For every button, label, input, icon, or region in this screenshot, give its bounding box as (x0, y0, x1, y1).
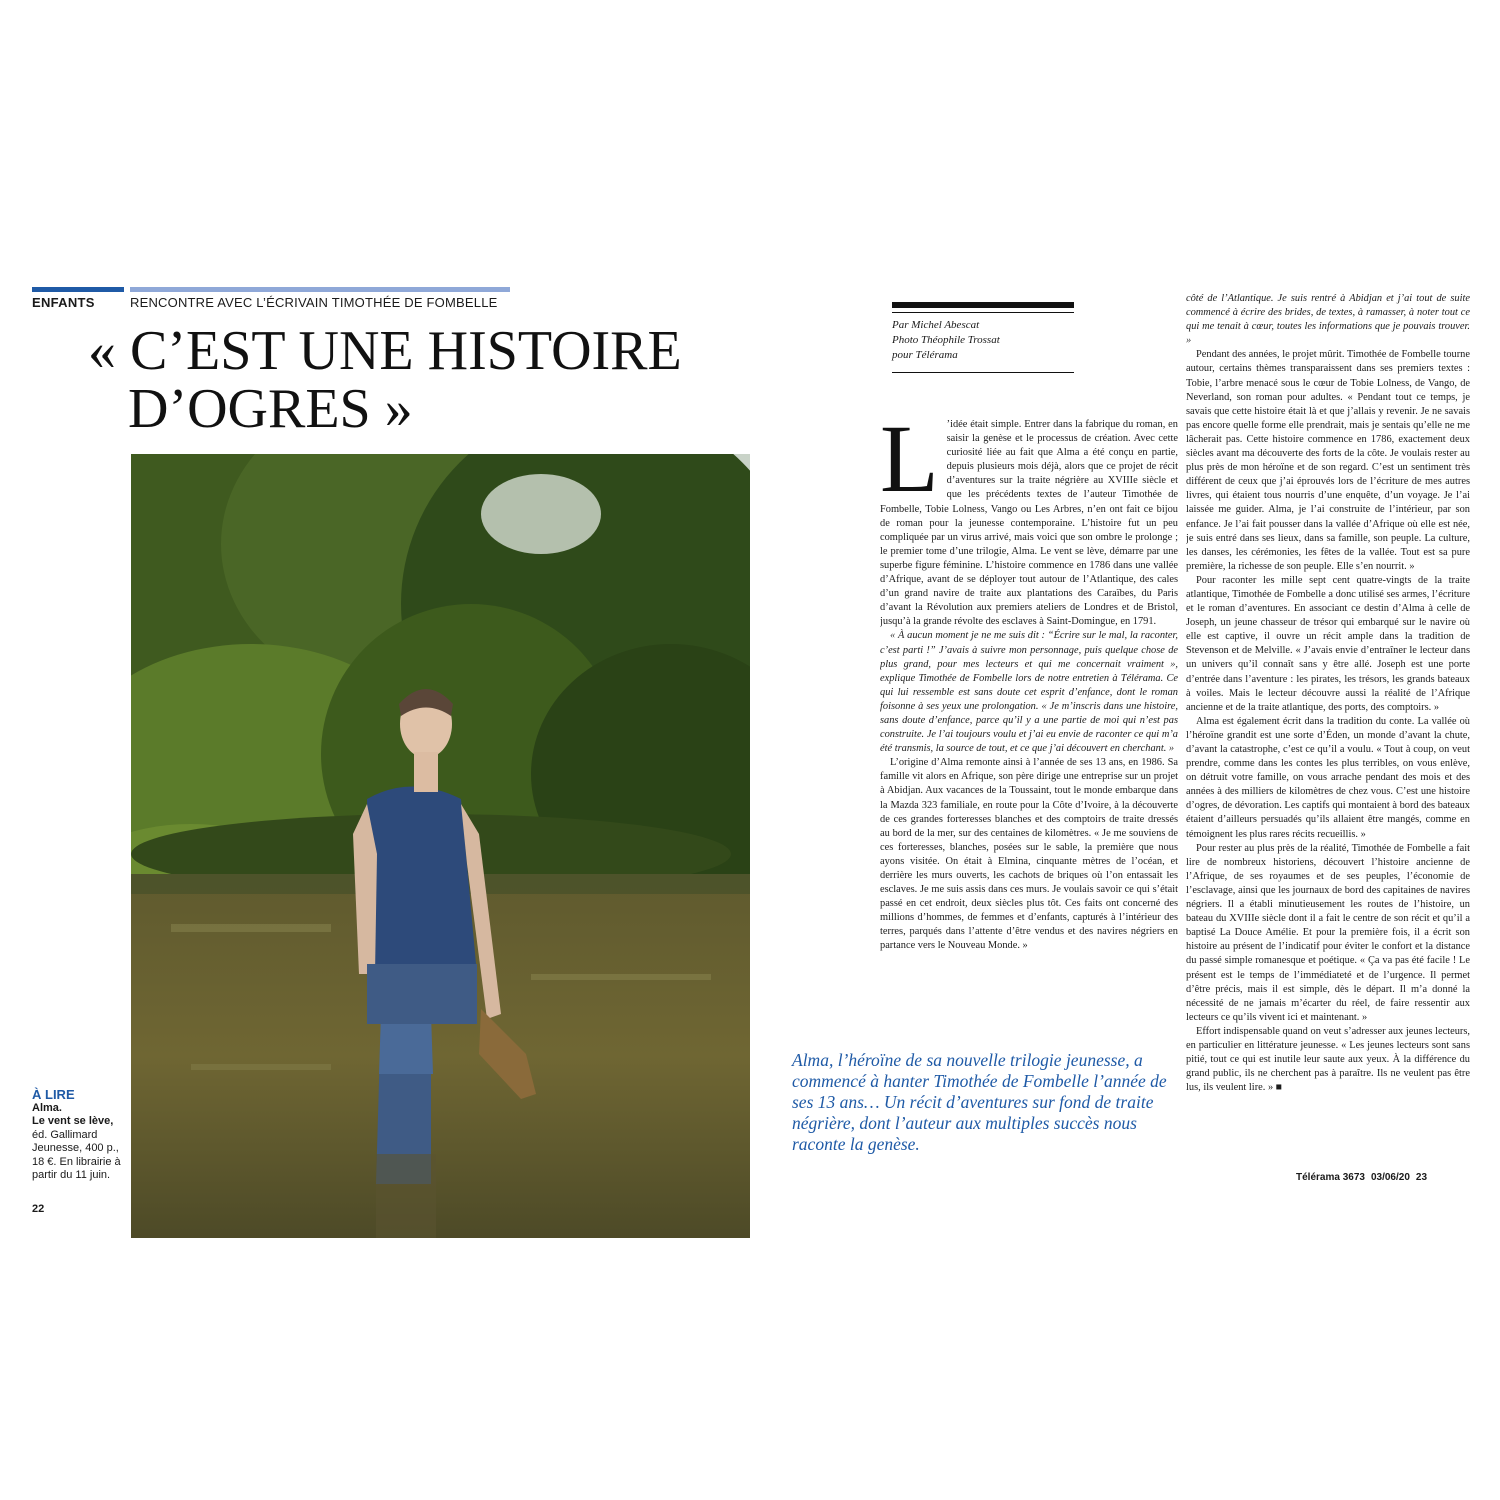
book-title-1: Alma. (32, 1101, 62, 1114)
byline (892, 318, 1074, 363)
paragraph: Pour rester au plus près de la réalité, Timothée de Fombelle a fait lire de nombreux historiens, découvert l’histoire ancienne de l’Afrique, de ses royaumes et de ses peuples, l’économie de l’esclavage, ainsi que les journaux de bord des capitaines de navires négriers. Il a établi minutieusement les routes de l’histoire, un bateau du XVIIIe siècle dont il a fait le centre de son récit et qu’il a baptisé La Douce Amélie. Et pour la première fois, il a écrit son histoire au présent de l’indicatif pour éviter le confort et la distance du passé simple romanesque et poétique. « Ça va pas été facile ! Le présent est le temps de l’immédiateté et de l’urgence. Il permet d’être précis, mais il est simple, dès le départ. Il m’a donné la nécessité de ne jamais m’écarter du réel, de faire ressentir aux lecteurs ce qu’ils vivent ici et maintenant. » (1186, 842, 1470, 1023)
book-title-2: Le vent se lève, (32, 1115, 114, 1127)
paragraph: Pour raconter les mille sept cent quatre-vingts de la traite atlantique, Timothée de Fombelle a donc utilisé ses armes, l’écriture et le roman d’aventures. En associant ce destin d’Alma à celle de Joseph, un jeune chasseur de trésor qui embarqué sur le navire où elle est captive, il ouvre un récit ample dans la tradition de Stevenson et de Melville. « J’avais envie d’entraîner le lecteur dans un univers qu’il connaît sans y être allé. Joseph est une porte d’entrée dans l’aventure : les pirates, les trésors, les grands bateaux à voiles. Mais le lecteur découvre aussi la réalité de l’Afrique ancienne et de la traite atlantique, des ports, des comptoirs. » (1186, 574, 1470, 713)
headline (88, 322, 728, 438)
kicker-bar (130, 287, 510, 292)
article-column-2 (1186, 292, 1470, 1166)
byline-for: pour Télérama (892, 349, 958, 361)
byline-rule-bottom (892, 372, 1074, 373)
article-column-1 (880, 418, 1178, 1048)
page-number-left: 22 (32, 1203, 45, 1215)
byline-author: Par Michel Abescat (892, 319, 980, 331)
byline-photo: Photo Théophile Trossat (892, 334, 1000, 346)
headline-line-1: « C’EST UNE HISTOIRE (88, 320, 682, 382)
reading-sidebar (32, 1088, 124, 1183)
paragraph: « À aucun moment je ne me suis dit : “Écrire sur le mal, la raconter, c’est parti !” J’avais à suivre mon personnage, puis quelque chose de plus grand, pour mes lecteurs et qui me concernait vraiment », explique Timothée de Fombelle lors de notre entretien à Télérama. Ce qui lui ressemble est sans doute cet esprit d’enfance, dont le roman foisonne à ses yeux une prolongation. « Je m’inscris dans une histoire, sans doute d’enfance, parce qu’il y a une partie de moi qui n’est pas construite. Je l’ai toujours voulu et j’ai eu envie de raconter ce qui m’a été transmis, la source de tout, et ce que j’ai découvert en cherchant. » (880, 630, 1178, 755)
book-details: éd. Gallimard Jeunesse, 400 p., 18 €. En librairie à partir du 11 juin. (32, 1128, 121, 1181)
paragraph: ’idée était simple. Entrer dans la fabrique du roman, en saisir la genèse et le processus de création. Avec cette curiosité liée au fait que Alma a été conçu en partie, depuis plusieurs mois déjà, alors que ce projet de récit d’aventures sur la traite négrière au XVIIIe siècle et que les précédents textes de l’auteur Timothée de Fombelle, Tobie Lolness, Vango ou Les Arbres, n’en ont fait ce bijou de roman pour la jeunesse contemporaine. L’histoire fut un peu compliquée par un virus arrivé, mais voici que son ombre le prolonge ; le premier tome d’une trilogie, Alma. Le vent se lève, démarre par une superbe figure féminine. L’histoire commence en 1786 dans une vallée d’Afrique, avant de se déployer tout autour de l’Atlantique, des cales d’un grand navire de traite aux plantations des Caraïbes, du Paris d’avant la Révolution aux premiers ateliers de Londres et de Bristol, jusqu’à la grande révolte des esclaves à Saint-Domingue, en 1791. (880, 419, 1178, 628)
section-rubric: ENFANTS (32, 295, 95, 310)
rubric-bar (32, 287, 124, 292)
headline-line-2: D’OGRES » (128, 378, 413, 440)
byline-rule (892, 312, 1074, 313)
standfirst: Alma, l’héroïne de sa nouvelle trilogie jeunesse, a commencé à hanter Timothée de Fombelle l’année de ses 13 ans… Un récit d’aventures sur fond de traite négrière, dont l’auteur aux multiples succès nous raconte la genèse. (792, 1050, 1167, 1154)
paragraph: L’origine d’Alma remonte ainsi à l’année de ses 13 ans, en 1986. Sa famille vit alors en Afrique, son père dirige une entreprise sur un projet à Abidjan. Aux vacances de la Toussaint, tout le monde embarque dans la Mazda 323 familiale, en route pour la Côte d’Ivoire, à la découverte de ces grandes forteresses blanches et des comptoirs de traite dressés au bord de la mer, sur des centaines de kilomètres. « Je me souviens de ces forteresses, blanches, posées sur le sable, la première que nous ayons visitée. On était à Elmina, cinquante mètres de l’océan, et derrière les murs ouverts, les cachots de briques où l’on entassait les esclaves. Je me suis assis dans ces murs. Je voulais savoir ce qui s’était passé en cet endroit, deux siècles plus tôt. Ces faits ont concerné des millions d’hommes, de femmes et d’enfants, capturés à l’intérieur des terres, parqués dans l’attente d’être vendus et des navires négriers en partance vers le Nouveau Monde. » (880, 757, 1178, 952)
paragraph: Pendant des années, le projet mûrit. Timothée de Fombelle tourne autour, certains thèmes transparaissent dans ses premiers textes : Tobie, l’arbre menacé sous le cœur de Tobie Lolness, de Vango, de Neverland, son roman pour adultes. « Pendant tout ce temps, je savais que cette histoire était là et que j’allais y revenir. Je ne savais pas encore quelle forme elle prendrait, mais je sentais qu’elle ne me lâcherait pas. Cette histoire commence en 1786, exactement deux siècles avant ma découverte des forts de la côte. Je voulais rester au plus près de mon héroïne et de son regard. C’est un sentiment très différent de ceux que j’ai éprouvés lors de l’écriture de mes autres livres, qui étaient tous nourris d’une enquête, d’un voyage. Je l’ai laissée me guider. Alma, je l’ai construite de l’intérieur, par son enfance. Je l’ai fait pousser dans la vallée d’Afrique où elle est née, je suis entré dans ses lieux, dans sa famille, son peuple. La culture, les danses, les cérémonies, les fêtes de la vallée. Tout est sa pure première, la richesse de son peuple. Elle s’en nourrit. » (1186, 349, 1470, 572)
folio-right (1296, 1172, 1427, 1183)
folio-date: 03/06/20 (1370, 1172, 1410, 1183)
byline-bar (892, 302, 1074, 308)
paragraph: Alma est également écrit dans la tradition du conte. La vallée où l’héroïne grandit est une sorte d’Éden, un monde d’avant la chute, d’avant la catastrophe, c’est ce qu’il a voulu. « Tout à coup, on veut prendre, comme dans les contes les plus terribles, on vous enlève, on détruit votre famille, on vous arrache pendant des mois et des années à des milliers de kilomètres de chez vous. C’est une histoire d’ogres, de dévoration. Les captifs qui montaient à bord des bateaux étaient d’ailleurs persuadés qu’ils allaient être mangés, comme en témoignent les plus rares récits recueillis. » (1186, 715, 1470, 840)
kicker-text: RENCONTRE AVEC L’ÉCRIVAIN TIMOTHÉE DE FOMBELLE (130, 295, 498, 310)
page-number-right: 23 (1415, 1172, 1428, 1183)
dropcap: L (880, 418, 939, 512)
paragraph: Effort indispensable quand on veut s’adresser aux jeunes lecteurs, en particulier en littérature jeunesse. « Les jeunes lecteurs sont sans pitié, tout ce qui est inutile leur saute aux yeux. À la différence du grand public, ils ne cherchent pas à paraître. Ils ne veulent pas être lus, ils veulent lire. » ■ (1186, 1025, 1470, 1094)
paragraph: côté de l’Atlantique. Je suis rentré à Abidjan et j’ai tout de suite commencé à écrire des brides, de textes, à ramasser, à noter tout ce qui me tenait à cœur, toutes les informations que je pouvais trouver. » (1186, 293, 1470, 347)
portrait-photo (131, 454, 750, 1238)
sidebar-title: À LIRE (32, 1087, 75, 1102)
folio-magazine: Télérama 3673 (1296, 1172, 1365, 1183)
